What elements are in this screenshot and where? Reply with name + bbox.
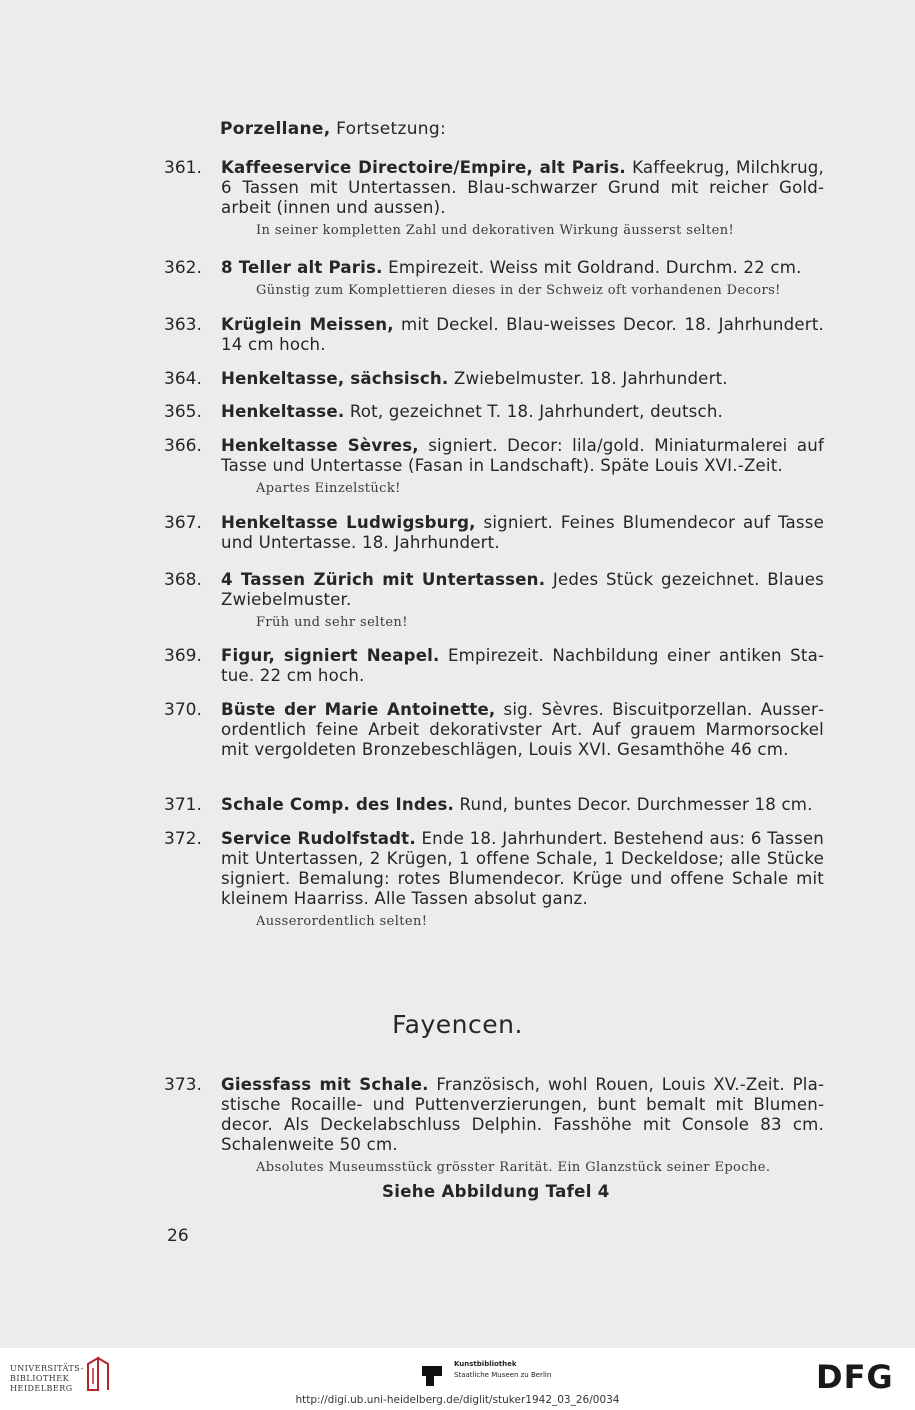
- catalog-entry-372: [164, 829, 824, 929]
- entry-title: Henkeltasse, sächsisch.: [221, 369, 449, 388]
- permalink-url[interactable]: http://digi.ub.uni-heidelberg.de/diglit/stuker1942_03_26/0034: [295, 1394, 620, 1406]
- entry-text: signiert. Feines Blumendecor auf Tasse und Untertasse. 18. Jahrhundert.: [221, 513, 824, 552]
- footer-bar: [0, 1348, 915, 1410]
- entry-text: Zwiebelmuster. 18. Jahrhundert.: [448, 369, 728, 388]
- catalog-entry-364: [164, 369, 824, 389]
- entry-number: 363.: [164, 315, 202, 335]
- section-title: Fayencen.: [392, 1010, 523, 1039]
- entry-number: 361.: [164, 158, 202, 178]
- catalog-entry-371: [164, 795, 824, 815]
- entry-text: Ende 18. Jahrhundert. Bestehend aus: 6 Tassen mit Untertassen, 2 Krügen, 1 offene Schale, 1 Deckeldose; alle Stücke signiert. Bemalung: rotes Blumendecor. Krüge und offene Schale mit kleinem Haarriss. Alle Tassen absolut ganz.: [221, 829, 824, 908]
- catalog-entry-362: [164, 258, 824, 298]
- entry-text: sig. Sèvres. Biscuitporzellan. Ausserordentlich feine Arbeit dekorativster Art. Auf grauem Marmorsockel mit vergoldeten Bronzebeschlägen, Louis XVI. Gesamthöhe 46 cm.: [221, 700, 824, 759]
- entry-number: 373.: [164, 1075, 202, 1095]
- ub-heidelberg-logo-text: UNIVERSITÄTS-BIBLIOTHEK HEIDELBERG: [10, 1364, 84, 1393]
- page-number: 26: [167, 1226, 189, 1246]
- entry-number: 370.: [164, 700, 202, 720]
- ub-heidelberg-logo-icon: [84, 1354, 110, 1394]
- entry-text: signiert. Decor: lila/gold. Miniaturmalerei auf Tasse und Untertasse (Fasan in Landschaft). Späte Louis XVI.-Zeit.: [221, 436, 825, 475]
- entry-title: 8 Teller alt Paris.: [221, 258, 383, 277]
- catalog-entry-369: [164, 646, 824, 686]
- entry-title: Henkeltasse.: [221, 402, 345, 421]
- catalog-entry-368: [164, 570, 824, 630]
- entry-title: 4 Tassen Zürich mit Untertassen.: [221, 570, 546, 589]
- entry-text: Kaffeekrug, Milchkrug, 6 Tassen mit Untertassen. Blau-schwarzer Grund mit reicher Goldarbeit (innen und aussen).: [221, 158, 824, 217]
- catalog-entry-363: [164, 315, 824, 355]
- entry-text: Rund, buntes Decor. Durchmesser 18 cm.: [454, 795, 813, 814]
- catalog-entry-367: [164, 513, 824, 553]
- entry-text: Empirezeit. Weiss mit Goldrand. Durchm. 22 cm.: [382, 258, 802, 277]
- entry-note: Ausserordentlich selten!: [256, 914, 428, 929]
- catalog-entry-373: [164, 1075, 824, 1175]
- entry-title: Kaffeeservice Directoire/Empire, alt Paris.: [221, 158, 626, 177]
- entry-note: Früh und sehr selten!: [256, 615, 408, 630]
- entry-note: Apartes Einzelstück!: [256, 481, 401, 496]
- entry-number: 372.: [164, 829, 202, 849]
- entry-text: Jedes Stück gezeichnet. Blaues Zwiebelmuster.: [221, 570, 824, 609]
- entry-note: Absolutes Museumsstück grösster Rarität. Ein Glanzstück seiner Epoche.: [256, 1160, 771, 1175]
- entry-text: Empirezeit. Nachbildung einer antiken Statue. 22 cm hoch.: [221, 646, 824, 685]
- entry-note: Günstig zum Komplettieren dieses in der Schweiz oft vorhandenen Decors!: [256, 283, 781, 298]
- entry-text: Rot, gezeichnet T. 18. Jahrhundert, deutsch.: [344, 402, 724, 421]
- entry-title: Giessfass mit Schale.: [221, 1075, 429, 1094]
- entry-number: 367.: [164, 513, 202, 533]
- kunstbibliothek-logo-icon: [420, 1362, 446, 1388]
- catalog-entry-365: [164, 402, 824, 422]
- catalog-entry-370: [164, 700, 824, 760]
- entry-number: 362.: [164, 258, 202, 278]
- entry-number: 366.: [164, 436, 202, 456]
- continuation-heading: Porzellane, Fortsetzung:: [220, 119, 446, 139]
- entry-number: 369.: [164, 646, 202, 666]
- entry-number: 371.: [164, 795, 202, 815]
- entry-text: Französisch, wohl Rouen, Louis XV.-Zeit. Plastische Rocaille- und Puttenverzierungen, bunt bemalt mit Blumendecor. Als Deckelabschluss Delphin. Fasshöhe mit Console 83 cm. Schalenweite 50 cm.: [221, 1075, 824, 1154]
- entry-title: Schale Comp. des Indes.: [221, 795, 455, 814]
- kunstbibliothek-logo-text: Kunstbibliothek Staatliche Museen zu Berlin: [454, 1360, 552, 1379]
- entry-title: Service Rudolfstadt.: [221, 829, 416, 848]
- entry-title: Büste der Marie Antoinette,: [221, 700, 496, 719]
- entry-title: Figur, signiert Neapel.: [221, 646, 440, 665]
- plate-reference: Siehe Abbildung Tafel 4: [382, 1182, 610, 1201]
- entry-text: mit Deckel. Blau-weisses Decor. 18. Jahrhundert. 14 cm hoch.: [221, 315, 824, 354]
- entry-note: In seiner kompletten Zahl und dekorativen Wirkung äusserst selten!: [256, 223, 735, 238]
- entry-title: Krüglein Meissen,: [221, 315, 394, 334]
- dfg-logo: DFG: [816, 1358, 894, 1396]
- entry-title: Henkeltasse Sèvres,: [221, 436, 419, 455]
- catalog-entry-366: [164, 436, 824, 496]
- entry-number: 368.: [164, 570, 202, 590]
- catalog-entry-361: [164, 158, 824, 238]
- entry-number: 365.: [164, 402, 202, 422]
- entry-title: Henkeltasse Ludwigsburg,: [221, 513, 476, 532]
- entry-number: 364.: [164, 369, 202, 389]
